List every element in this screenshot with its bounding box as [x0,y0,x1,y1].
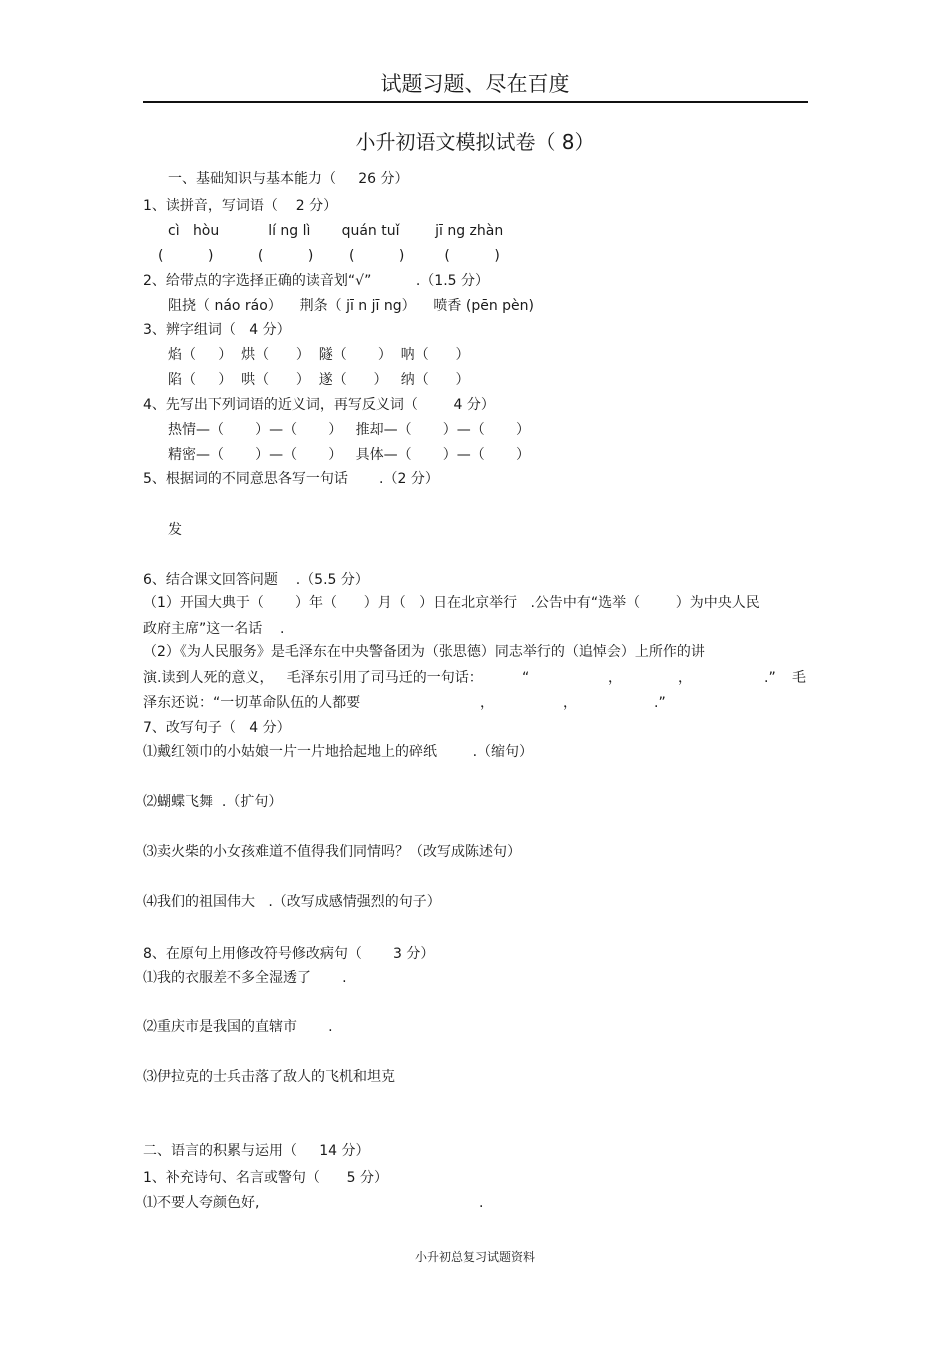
word-fa: 发 [168,522,182,538]
synonym-row-1: 热情—（ ）—（ ） 推却—（ ）—（ ） [168,422,530,438]
section-1-heading: 一、基础知识与基本能力（ 26 分） [168,171,409,187]
synonym-row-2: 精密—（ ）—（ ） 具体—（ ）—（ ） [168,447,530,463]
page-footer: 小升初总复习试题资料 [414,1250,535,1264]
q8-item-1: ⑴我的衣服差不多全湿透了 . [143,970,347,986]
section-2-q1-item-1: ⑴不要人夸颜色好, [143,1195,260,1211]
pinyin-line: cì hòu lí ng lì quán tuǐ jī ng zhàn [168,223,504,239]
quote-open: “ [522,670,530,686]
q7-item-3: ⑶卖火柴的小女孩难道不值得我们同情吗？（改写成陈述句） [143,844,521,860]
question-4: 4、先写出下列词语的近义词，再写反义词（ 4 分） [143,397,495,413]
q6-part-2-end: 泽东还说：“一切革命队伍的人都要 [143,695,361,711]
section-2-q1: 1、补充诗句、名言或警句（ 5 分） [143,1170,388,1186]
question-5: 5、根据词的不同意思各写一句话 .（2 分） [143,471,439,487]
fill-comma: ， [480,695,494,711]
quote-end: .” [654,695,666,711]
fill-comma: ， [563,695,577,711]
question-6: 6、结合课文回答问题 .（5.5 分） [143,572,369,588]
question-7: 7、改写句子（ 4 分） [143,720,291,736]
fill-period: . [479,1195,484,1211]
reading-choices: 阻挠（ náo ráo） 荆条（ jī n jī ng） 喷香 (pēn pèn) [168,298,534,314]
fill-comma: ， [608,670,622,686]
q7-item-4: ⑷我们的祖国伟大 .（改写成感情强烈的句子） [143,894,441,910]
q6-part-1: （1）开国大典于（ ）年（ ）月（ ）日在北京举行 .公告中有“选举（ ）为中央人民 [143,595,760,611]
text-mao: 毛 [792,670,806,686]
question-8: 8、在原句上用修改符号修改病句（ 3 分） [143,946,435,962]
q8-item-2: ⑵重庆市是我国的直辖市 . [143,1019,333,1035]
q7-item-2: ⑵蝴蝶飞舞 .（扩句） [143,794,283,810]
fill-comma: ， [678,670,692,686]
page-header: 试题习题、尽在百度 [380,72,570,96]
question-2: 2、给带点的字选择正确的读音划“√” .（1.5 分） [143,273,489,289]
question-1: 1、读拼音，写词语（ 2 分） [143,198,338,214]
exam-title: 小升初语文模拟试卷（ 8） [355,130,595,154]
answer-brackets: ( ) ( ) ( ) ( ) [158,248,500,264]
char-row-2: 陷（ ） 哄（ ） 遂（ ） 纳（ ） [168,372,470,388]
q7-item-1: ⑴戴红领巾的小姑娘一片一片地拾起地上的碎纸 .（缩句） [143,744,534,760]
quote-close: .” [764,670,776,686]
q6-part-2: （2）《为人民服务》是毛泽东在中央警备团为（张思德）同志举行的（追悼会）上所作的讲 [143,644,705,660]
q6-part-1-cont: 政府主席”这一名话 . [143,621,285,637]
header-rule [143,101,808,103]
question-3: 3、辨字组词（ 4 分） [143,322,291,338]
q8-item-3: ⑶伊拉克的士兵击落了敌人的飞机和坦克 [143,1069,395,1085]
char-row-1: 焰（ ） 烘（ ） 隧（ ） 呐（ ） [168,347,470,363]
section-2-heading: 二、语言的积累与运用（ 14 分） [143,1143,370,1159]
q6-part-2-cont: 演.读到人死的意义， 毛泽东引用了司马迁的一句话： [143,670,483,686]
